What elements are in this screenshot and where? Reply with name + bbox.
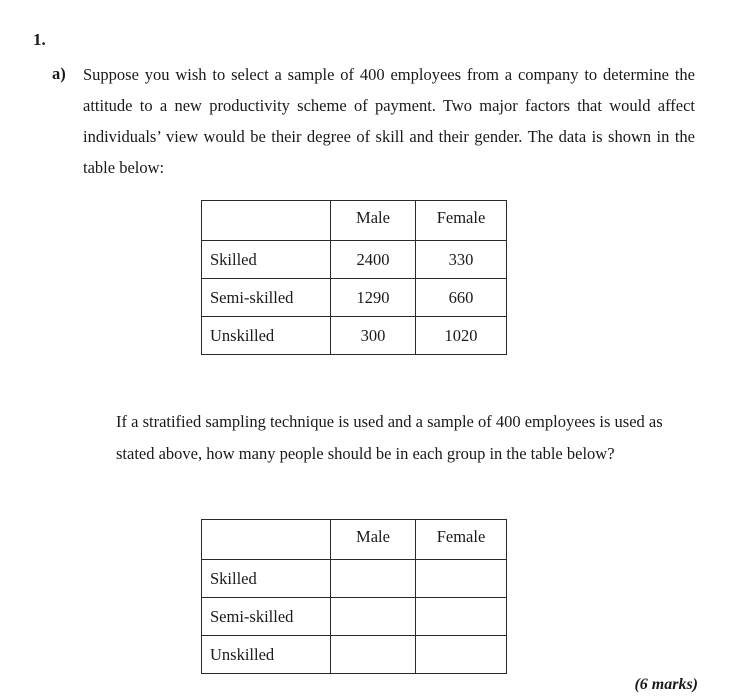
header-cell-male: Male: [331, 520, 416, 560]
answer-table: [201, 519, 507, 674]
answer-cell-skilled-male: [331, 560, 416, 598]
cell-skilled-male: 2400: [331, 241, 416, 279]
table-row: [202, 279, 507, 317]
row-label-semi-skilled: Semi-skilled: [202, 598, 331, 636]
answer-cell-skilled-female: [416, 560, 507, 598]
cell-unskilled-male: 300: [331, 317, 416, 355]
answer-cell-unskilled-male: [331, 636, 416, 674]
table-row: [202, 241, 507, 279]
part-label: a): [52, 64, 66, 83]
answer-cell-unskilled-female: [416, 636, 507, 674]
intro-paragraph: Suppose you wish to select a sample of 400 employees from a company to determine the attitude to a new productivity scheme of payment. Two major factors that would affect individuals’ view would be their degree of skill and their gender. The data is shown in the table below:: [83, 65, 695, 177]
row-label-semi-skilled: Semi-skilled: [202, 279, 331, 317]
row-label-skilled: Skilled: [202, 560, 331, 598]
table-row: [202, 560, 507, 598]
cell-semi-skilled-male: 1290: [331, 279, 416, 317]
row-label-skilled: Skilled: [202, 241, 331, 279]
table-row: [202, 598, 507, 636]
followup-paragraph: If a stratified sampling technique is used and a sample of 400 employees is used as stated above, how many people should be in each group in the table below?: [116, 412, 663, 463]
marks-label: (6 marks): [634, 676, 698, 693]
table-header-row: [202, 201, 507, 241]
row-label-unskilled: Unskilled: [202, 317, 331, 355]
row-label-unskilled: Unskilled: [202, 636, 331, 674]
cell-skilled-female: 330: [416, 241, 507, 279]
cell-semi-skilled-female: 660: [416, 279, 507, 317]
header-cell-male: Male: [331, 201, 416, 241]
answer-cell-semi-skilled-male: [331, 598, 416, 636]
cell-unskilled-female: 1020: [416, 317, 507, 355]
table-header-row: [202, 520, 507, 560]
data-table: [201, 200, 507, 355]
question-number: 1.: [33, 30, 46, 49]
header-cell-female: Female: [416, 520, 507, 560]
header-cell-empty: [202, 520, 331, 560]
table-row: [202, 636, 507, 674]
header-cell-empty: [202, 201, 331, 241]
header-cell-female: Female: [416, 201, 507, 241]
table-row: [202, 317, 507, 355]
answer-cell-semi-skilled-female: [416, 598, 507, 636]
